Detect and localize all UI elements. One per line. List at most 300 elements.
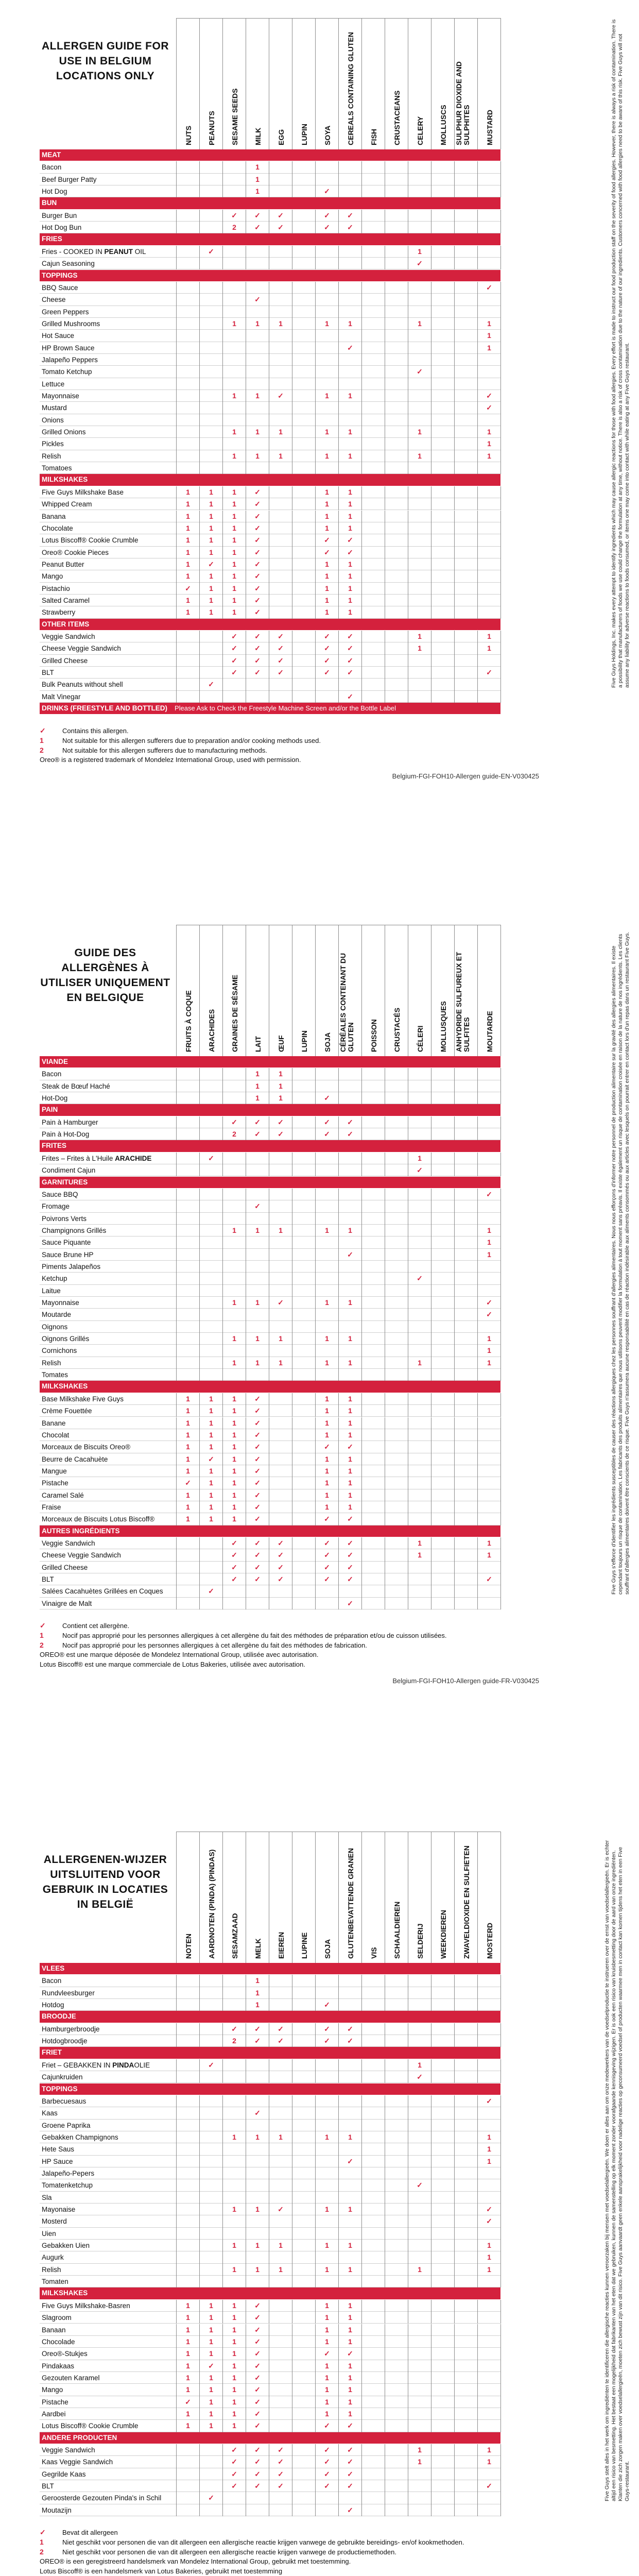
- allergen-cell: [222, 2095, 246, 2107]
- item-label: Relish: [42, 452, 61, 460]
- contains-check-icon: ✓: [477, 2095, 500, 2107]
- allergen-header-cell: [408, 1832, 431, 1963]
- allergen-cell: [315, 1080, 338, 1092]
- allergen-cell: [454, 1585, 477, 1597]
- warning-marker-1: 1: [222, 2384, 246, 2396]
- allergen-cell: [454, 330, 477, 342]
- table-row: [40, 1501, 500, 1513]
- allergen-header-label: LUPIN: [300, 124, 308, 145]
- row-right-border: [500, 486, 501, 498]
- allergen-cell: [385, 2240, 408, 2251]
- item-label: Beef Burger Patty: [42, 175, 97, 183]
- allergen-cell: [176, 1369, 199, 1381]
- warning-marker-1: 1: [315, 1297, 338, 1309]
- allergen-header-label: GLUTENBEVATTENDE GRANEN: [346, 1848, 355, 1959]
- allergen-cell: [292, 2071, 315, 2083]
- allergen-cell: [454, 1513, 477, 1525]
- allergen-cell: [431, 522, 454, 534]
- allergen-cell: [408, 210, 431, 222]
- allergen-cell: [269, 1489, 292, 1501]
- allergen-cell: [477, 2023, 500, 2035]
- allergen-cell: [292, 2023, 315, 2035]
- allergen-cell: [199, 2215, 222, 2227]
- allergen-cell: [292, 2251, 315, 2263]
- allergen-header-label: NOTEN: [184, 1934, 193, 1959]
- allergen-cell: [431, 1236, 454, 1248]
- allergen-cell: [431, 2276, 454, 2287]
- allergen-cell: [222, 1213, 246, 1225]
- allergen-cell: [176, 1225, 199, 1236]
- allergen-cell: [454, 2059, 477, 2071]
- allergen-cell: [269, 1285, 292, 1297]
- allergen-cell: [385, 2107, 408, 2119]
- contains-check-icon: ✓: [315, 1999, 338, 2011]
- allergen-cell: [176, 2167, 199, 2179]
- allergen-cell: [408, 1369, 431, 1381]
- table-row: [40, 210, 500, 222]
- warning-marker-1: 1: [246, 426, 269, 438]
- item-label: Crème Fouettée: [42, 1407, 92, 1415]
- allergen-cell: [454, 438, 477, 450]
- allergen-cell: [199, 2179, 222, 2191]
- table-row: [40, 1128, 500, 1140]
- row-right-border: [500, 402, 501, 414]
- allergen-cell: [361, 691, 385, 703]
- row-right-border: [500, 642, 501, 654]
- allergen-cell: [385, 438, 408, 450]
- allergen-cell: [292, 2167, 315, 2179]
- allergen-cell: [269, 1393, 292, 1405]
- warning-marker-1: 1: [176, 2324, 199, 2336]
- allergen-cell: [222, 1068, 246, 1080]
- warning-marker-1: 1: [176, 486, 199, 498]
- row-right-border: [500, 2023, 501, 2035]
- allergen-cell: [338, 246, 361, 258]
- row-right-border: [500, 1200, 501, 1212]
- allergen-cell: [454, 2192, 477, 2204]
- contains-check-icon: ✓: [246, 655, 269, 667]
- allergen-cell: [454, 1333, 477, 1345]
- contains-check-icon: ✓: [246, 222, 269, 233]
- item-label: Pickles: [42, 440, 64, 448]
- table-row: [40, 2120, 500, 2131]
- table-row: [40, 1513, 500, 1525]
- allergen-cell: [431, 1297, 454, 1309]
- item-label: Aardbei: [42, 2410, 66, 2418]
- allergen-cell: [338, 2276, 361, 2287]
- allergen-cell: [431, 2131, 454, 2143]
- allergen-cell: [199, 450, 222, 462]
- allergen-cell: [431, 318, 454, 330]
- allergen-cell: [408, 1585, 431, 1597]
- category-header: [40, 1963, 500, 1974]
- allergen-cell: [408, 2192, 431, 2204]
- warning-marker-1: 1: [176, 1393, 199, 1405]
- allergen-cell: [385, 691, 408, 703]
- allergen-cell: [408, 1987, 431, 1999]
- table-row: [40, 2240, 500, 2251]
- warning-marker-1: 1: [176, 1441, 199, 1453]
- row-right-border: [500, 522, 501, 534]
- allergen-cell: [385, 1164, 408, 1176]
- allergen-cell: [385, 402, 408, 414]
- item-label: Hete Saus: [42, 2145, 75, 2154]
- allergen-cell: [408, 1189, 431, 1200]
- allergen-cell: [361, 1405, 385, 1417]
- allergen-cell: [269, 2215, 292, 2227]
- allergen-cell: [431, 1501, 454, 1513]
- allergen-cell: [408, 2035, 431, 2047]
- allergen-cell: [385, 1537, 408, 1549]
- row-right-border: [500, 2156, 501, 2167]
- table-row: [40, 498, 500, 510]
- warning-marker-1: 1: [338, 570, 361, 582]
- allergen-cell: [408, 2420, 431, 2432]
- allergen-cell: [269, 595, 292, 606]
- allergen-cell: [454, 522, 477, 534]
- allergen-cell: [315, 2107, 338, 2119]
- allergen-cell: [199, 1987, 222, 1999]
- warning-marker-1: 1: [315, 2312, 338, 2324]
- item-label: Cajunkruiden: [42, 2073, 83, 2081]
- allergen-cell: [269, 1501, 292, 1513]
- allergen-cell: [292, 1153, 315, 1164]
- allergen-cell: [431, 2167, 454, 2179]
- warning-marker-1: 1: [269, 2240, 292, 2251]
- contains-check-icon: ✓: [246, 583, 269, 595]
- allergen-cell: [199, 1092, 222, 1104]
- allergen-cell: [361, 2107, 385, 2119]
- allergen-cell: [454, 210, 477, 222]
- allergen-cell: [176, 1273, 199, 1284]
- allergen-cell: [408, 1477, 431, 1489]
- table-row: [40, 1562, 500, 1573]
- allergen-cell: [431, 2420, 454, 2432]
- allergen-cell: [176, 438, 199, 450]
- allergen-cell: [246, 1249, 269, 1261]
- item-label: Bacon: [42, 1977, 62, 1985]
- allergen-header-cell: [246, 1832, 269, 1963]
- contains-check-icon: ✓: [338, 1441, 361, 1453]
- allergen-cell: [292, 2095, 315, 2107]
- warning-marker-1: 1: [199, 570, 222, 582]
- table-row: [40, 414, 500, 426]
- allergen-cell: [477, 2059, 500, 2071]
- allergen-cell: [408, 2480, 431, 2492]
- item-label: Oreo® Cookie Pieces: [42, 548, 109, 556]
- allergen-cell: [431, 486, 454, 498]
- allergen-cell: [176, 1357, 199, 1369]
- allergen-cell: [477, 2107, 500, 2119]
- contains-check-icon: ✓: [246, 498, 269, 510]
- warning-marker-1: 1: [199, 1417, 222, 1429]
- allergen-cell: [222, 1987, 246, 1999]
- table-row: [40, 462, 500, 474]
- allergen-cell: [431, 2035, 454, 2047]
- contains-check-icon: ✓: [477, 390, 500, 402]
- allergen-cell: [338, 2143, 361, 2155]
- allergen-cell: [385, 342, 408, 354]
- warning-marker-1: 1: [222, 1333, 246, 1345]
- allergen-cell: [222, 354, 246, 366]
- allergen-header-label: PEANUTS: [207, 111, 216, 145]
- row-right-border: [500, 354, 501, 366]
- allergen-cell: [315, 2192, 338, 2204]
- allergen-cell: [292, 2192, 315, 2204]
- contains-check-icon: ✓: [246, 1393, 269, 1405]
- allergen-cell: [176, 1309, 199, 1320]
- allergen-cell: [408, 2504, 431, 2516]
- contains-check-icon: ✓: [176, 2396, 199, 2408]
- allergen-cell: [431, 1213, 454, 1225]
- row-right-border: [500, 2456, 501, 2468]
- allergen-cell: [385, 2143, 408, 2155]
- allergen-cell: [385, 1501, 408, 1513]
- row-right-border: [500, 2059, 501, 2071]
- table-row: [40, 2095, 500, 2107]
- allergen-cell: [385, 1489, 408, 1501]
- legend-item: [40, 1631, 500, 1640]
- allergen-cell: [292, 1309, 315, 1320]
- allergen-cell: [385, 366, 408, 378]
- allergen-cell: [431, 511, 454, 522]
- allergen-cell: [269, 2312, 292, 2324]
- allergen-cell: [315, 1249, 338, 1261]
- contains-check-icon: ✓: [246, 1405, 269, 1417]
- allergen-cell: [176, 306, 199, 318]
- allergen-cell: [454, 1116, 477, 1128]
- contains-check-icon: ✓: [338, 1562, 361, 1573]
- allergen-cell: [477, 1585, 500, 1597]
- allergen-cell: [292, 174, 315, 185]
- table-row: [40, 1999, 500, 2011]
- allergen-cell: [385, 1285, 408, 1297]
- allergen-cell: [246, 2095, 269, 2107]
- contains-check-icon: ✓: [338, 1537, 361, 1549]
- warning-marker-1: 1: [408, 642, 431, 654]
- allergen-cell: [408, 2251, 431, 2263]
- row-right-border: [500, 2228, 501, 2240]
- row-right-border: [500, 2408, 501, 2420]
- warning-marker-1: 1: [222, 2336, 246, 2348]
- allergen-cell: [222, 1236, 246, 1248]
- allergen-cell: [454, 1562, 477, 1573]
- allergen-cell: [176, 2215, 199, 2227]
- allergen-cell: [176, 655, 199, 667]
- allergen-cell: [361, 185, 385, 197]
- item-label: Barbecuesaus: [42, 2097, 87, 2105]
- allergen-cell: [246, 679, 269, 690]
- allergen-cell: [454, 1273, 477, 1284]
- allergen-cell: [292, 1513, 315, 1525]
- allergen-cell: [361, 414, 385, 426]
- allergen-cell: [408, 2492, 431, 2504]
- table-row: [40, 1189, 500, 1200]
- allergen-cell: [385, 414, 408, 426]
- allergen-cell: [315, 294, 338, 306]
- table-row: [40, 1477, 500, 1489]
- allergen-cell: [361, 2240, 385, 2251]
- allergen-cell: [292, 2444, 315, 2456]
- allergen-cell: [431, 1549, 454, 1561]
- allergen-cell: [385, 2468, 408, 2480]
- warning-marker-1: 1: [199, 583, 222, 595]
- category-header: [40, 2047, 500, 2058]
- warning-marker-1: 1: [176, 1405, 199, 1417]
- warning-marker-1: 1: [338, 2336, 361, 2348]
- allergen-cell: [361, 2228, 385, 2240]
- warning-marker-1: 1: [222, 570, 246, 582]
- allergen-cell: [408, 2095, 431, 2107]
- contains-check-icon: ✓: [315, 667, 338, 679]
- allergen-cell: [222, 1273, 246, 1284]
- allergen-cell: [176, 2143, 199, 2155]
- allergen-cell: [477, 2492, 500, 2504]
- item-label: Moutarde: [42, 1311, 72, 1319]
- allergen-cell: [477, 246, 500, 258]
- item-label: Ketchup: [42, 1275, 67, 1283]
- row-right-border: [500, 1164, 501, 1176]
- allergen-cell: [454, 1501, 477, 1513]
- allergen-cell: [408, 511, 431, 522]
- item-label: Hotdogbroodje: [42, 2037, 88, 2045]
- allergen-cell: [199, 2468, 222, 2480]
- item-label: Veggie Sandwich: [42, 1539, 95, 1547]
- allergen-cell: [361, 366, 385, 378]
- table-row: [40, 1236, 500, 1248]
- item-label: Hot Dog: [42, 188, 67, 196]
- allergen-cell: [315, 2504, 338, 2516]
- allergen-header-cell: [292, 18, 315, 149]
- allergen-cell: [269, 2504, 292, 2516]
- allergen-header-cell: [408, 925, 431, 1056]
- allergen-cell: [477, 174, 500, 185]
- allergen-cell: [269, 258, 292, 269]
- allergen-cell: [199, 1249, 222, 1261]
- legend-item: [40, 1621, 500, 1631]
- allergen-cell: [246, 342, 269, 354]
- allergen-cell: [176, 1598, 199, 1609]
- row-right-border: [500, 691, 501, 703]
- allergen-cell: [431, 462, 454, 474]
- allergen-cell: [292, 1321, 315, 1333]
- table-row: [40, 679, 500, 690]
- allergen-cell: [408, 2156, 431, 2167]
- warning-marker-1: 1: [176, 606, 199, 618]
- allergen-cell: [454, 1321, 477, 1333]
- warning-marker-1: 1: [222, 1297, 246, 1309]
- allergen-cell: [454, 1249, 477, 1261]
- contains-check-icon: ✓: [176, 1477, 199, 1489]
- contains-check-icon: ✓: [222, 2444, 246, 2456]
- row-right-border: [500, 1068, 501, 1080]
- category-header: [40, 197, 500, 209]
- contains-check-icon: ✓: [246, 1477, 269, 1489]
- contains-check-icon: ✓: [338, 210, 361, 222]
- allergen-cell: [477, 655, 500, 667]
- allergen-cell: [199, 258, 222, 269]
- allergen-cell: [176, 378, 199, 390]
- allergen-cell: [408, 1598, 431, 1609]
- allergen-cell: [361, 1441, 385, 1453]
- allergen-cell: [315, 438, 338, 450]
- allergen-cell: [199, 1080, 222, 1092]
- row-right-border: [500, 2372, 501, 2384]
- allergen-cell: [454, 679, 477, 690]
- allergen-cell: [408, 1405, 431, 1417]
- allergen-cell: [315, 1153, 338, 1164]
- allergen-cell: [269, 2324, 292, 2336]
- item-label: Hot Sauce: [42, 332, 75, 340]
- warning-marker-1: 1: [408, 1549, 431, 1561]
- item-label: Bacon: [42, 163, 62, 172]
- allergen-cell: [408, 691, 431, 703]
- guide-title: ALLERGENEN-WIJZER UITSLUITEND VOOR GEBRUIK IN LOCATIES IN BELGIË: [42, 1854, 168, 1910]
- allergen-cell: [431, 2204, 454, 2215]
- allergen-cell: [361, 667, 385, 679]
- row-right-border: [500, 1309, 501, 1320]
- contains-check-icon: ✓: [246, 1116, 269, 1128]
- row-right-border: [500, 1236, 501, 1248]
- contains-check-icon: ✓: [477, 667, 500, 679]
- allergen-cell: [431, 1200, 454, 1212]
- allergen-cell: [315, 1345, 338, 1357]
- allergen-header-label: FISH: [369, 129, 378, 145]
- allergen-cell: [199, 2204, 222, 2215]
- allergen-cell: [454, 2360, 477, 2372]
- warning-marker-1: 1: [222, 318, 246, 330]
- row-right-border: [500, 2348, 501, 2360]
- allergen-cell: [269, 511, 292, 522]
- allergen-cell: [431, 2360, 454, 2372]
- warning-marker-1: 1: [176, 1489, 199, 1501]
- allergen-cell: [269, 1975, 292, 1987]
- category-header: [40, 1056, 500, 1067]
- contains-check-icon: ✓: [338, 2035, 361, 2047]
- table-row: [40, 2264, 500, 2276]
- allergen-cell: [361, 631, 385, 642]
- contains-check-icon: ✓: [199, 1585, 222, 1597]
- warning-marker-1: 1: [222, 2131, 246, 2143]
- warning-marker-1: 1: [246, 1297, 269, 1309]
- allergen-cell: [408, 2120, 431, 2131]
- contains-check-icon: ✓: [222, 667, 246, 679]
- warning-marker-1: 1: [315, 2300, 338, 2312]
- warning-marker-1: 1: [199, 1489, 222, 1501]
- allergen-cell: [431, 294, 454, 306]
- contains-check-icon: ✓: [246, 595, 269, 606]
- contains-check-icon: ✓: [222, 2468, 246, 2480]
- allergen-cell: [361, 595, 385, 606]
- contains-check-icon: ✓: [246, 2468, 269, 2480]
- allergen-cell: [385, 1975, 408, 1987]
- allergen-cell: [361, 342, 385, 354]
- drinks-note: Please Ask to Check the Freestyle Machine Screen and/or the Bottle Label: [175, 704, 396, 713]
- contains-check-icon: ✓: [315, 2023, 338, 2035]
- contains-check-icon: ✓: [477, 282, 500, 294]
- row-right-border: [500, 1189, 501, 1200]
- allergen-cell: [408, 570, 431, 582]
- allergen-cell: [361, 2071, 385, 2083]
- allergen-cell: [292, 1477, 315, 1489]
- allergen-cell: [292, 2035, 315, 2047]
- allergen-cell: [385, 1369, 408, 1381]
- row-right-border: [500, 1598, 501, 1609]
- warning-marker-1: 1: [408, 2059, 431, 2071]
- allergen-cell: [176, 2504, 199, 2516]
- allergen-header-label: CRUSTACEANS: [392, 90, 401, 145]
- allergen-cell: [361, 330, 385, 342]
